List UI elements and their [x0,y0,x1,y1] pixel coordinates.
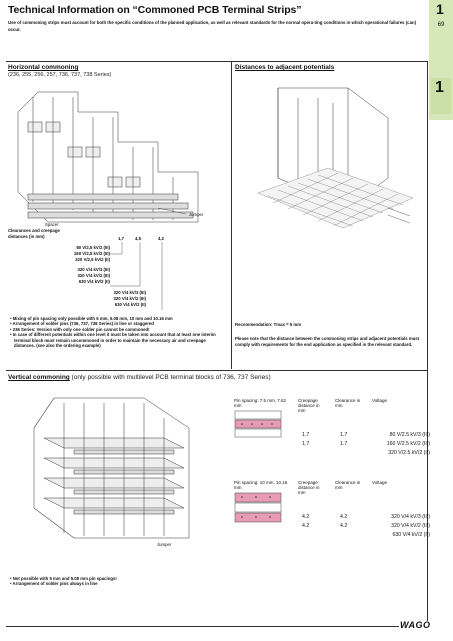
vertical-heading: Vertical commoning [8,374,70,381]
middle-rule [6,370,428,371]
distances-note: Please note that the distance between the commoning strips and adjacent potentials must comply with requirements for the end application as specified in the relevant standard. [235,336,420,347]
t1-creepage-header: Creepage distance in mm [298,398,320,414]
vertical-note: • Not possible with 5 mm and 5.08 mm pin spacings! [10,576,117,581]
horizontal-note: • 236 Series: Version with only one solder pin cannot be commoned! [10,326,150,332]
t1-r1-clearance: 1.7 [340,432,348,438]
rating-a2: 160 V/2,5 kV/2 (III) [73,251,110,256]
distances-drawing [238,78,418,238]
page-number: 69 [437,22,445,28]
footer-rule [6,626,399,627]
t2-voltage-header: Voltage [372,480,388,485]
vertical-commoning-drawing [14,388,214,558]
distances-heading: Distances to adjacent potentials [235,64,335,71]
horizontal-series: (236, 255, 256, 257, 736, 737, 738 Series) [8,72,112,78]
vertical-note: • Arrangement of solder pins always in line [10,581,98,587]
vertical-notes [10,576,222,587]
horizontal-note: • Arrangement of solder pins (736, 737, 738 Series) in line or staggered [10,321,154,327]
t2-clearance-header: Clearance in mm [335,480,361,491]
top-rule [6,61,428,62]
horizontal-note: • In case of different potentials within one level it must be taken into account that at least one interim terminal block must remain uncommoned in order to maintain the necessary air and creepage distances. (see also the ordering example) [10,332,216,349]
page-title: Technical Information on “Commoned PCB Terminal Strips” [8,4,302,16]
t2-thumbnail [234,492,284,526]
t1-voltage-header: Voltage [372,398,388,403]
rating-a1: 80 V/2,5 kV/2 (III) [76,245,110,250]
ratings-group-a [40,245,110,263]
horizontal-notes [10,316,222,348]
t2-r2-voltage: 320 V/4 kV/2 (III) [391,523,430,529]
vertical-subtitle: (only possible with multilevel PCB terminal blocks of 736, 737 Series) [71,374,271,381]
t1-r1-voltage: 80 V/2.5 kV/3 (III) [389,432,430,438]
rating-b3: 630 V/4 kV/2 (II) [78,279,110,284]
chapter-number: 1 [436,1,444,17]
t2-r1-creepage: 4.2 [302,514,310,520]
dim-3: 4,2 [158,236,164,241]
t2-pin-label: Pin spacing: 10 mm, 10.16 mm [234,480,288,491]
t1-r2-clearance: 1.7 [340,441,348,447]
wago-logo: WAGO [400,620,431,630]
dim-1: 1,7 [118,236,124,241]
t2-r2-creepage: 4.2 [302,523,310,529]
t1-r2-voltage: 160 V/2.5 kV/2 (III) [386,441,430,447]
t1-r3-voltage: 320 V/2.5 kV/2 (II) [388,450,430,456]
horizontal-jumper-label: Jumper [189,212,204,217]
rating-c3: 630 V/4 kV/2 (II) [114,302,146,307]
t2-r3-voltage: 630 V/4 kV/2 (II) [392,532,430,538]
spacer-label: Spacer [45,222,59,227]
t2-r2-clearance: 4.2 [340,523,348,529]
t2-r1-voltage: 320 V/4 kV/3 (III) [391,514,430,520]
column-divider [231,61,232,369]
side-chapter-number: 1 [435,79,444,96]
rating-a3: 320 V/2,5 kV/2 (II) [75,257,110,262]
vertical-jumper-label: Jumper [157,542,172,547]
t1-pin-label: Pin spacing: 7.5 mm, 7.62 mm [234,398,287,409]
horizontal-note: • Mixing of pin spacing only possible with 5 mm, 5.08 mm, 10 mm and 10.16 mm [10,316,173,321]
t1-r1-creepage: 1.7 [302,432,310,438]
intro-text: Use of commoning strips must account for both the specific conditions of the planned application, as well as relevant standards for the normal opera-ting conditions in which operational failures (can) occur. [8,20,417,32]
recommendation: Recommendation: Tmax = 5 mm [235,322,302,327]
rating-b1: 320 V/4 kV/3 (III) [77,267,110,272]
t2-r1-clearance: 4.2 [340,514,348,520]
ratings-group-c [76,290,146,308]
t1-r2-creepage: 1.7 [302,441,310,447]
ratings-group-b [40,267,110,285]
clearance-label: Clearances and creepage distances (in mm) [8,228,60,239]
dim-2: 4,5 [135,236,141,241]
horizontal-commoning-drawing [8,82,228,242]
vertical-heading-line [8,374,271,381]
rating-c2: 320 V/4 kV/2 (III) [113,296,146,301]
t2-creepage-header: Creepage distance in mm [298,480,320,496]
rating-c1: 320 V/4 kV/3 (III) [113,290,146,295]
rating-b2: 320 V/4 kV/2 (III) [77,273,110,278]
t1-thumbnail [234,410,284,440]
t1-clearance-header: Clearance in mm [335,398,361,409]
horizontal-heading: Horizontal commoning [8,64,79,71]
